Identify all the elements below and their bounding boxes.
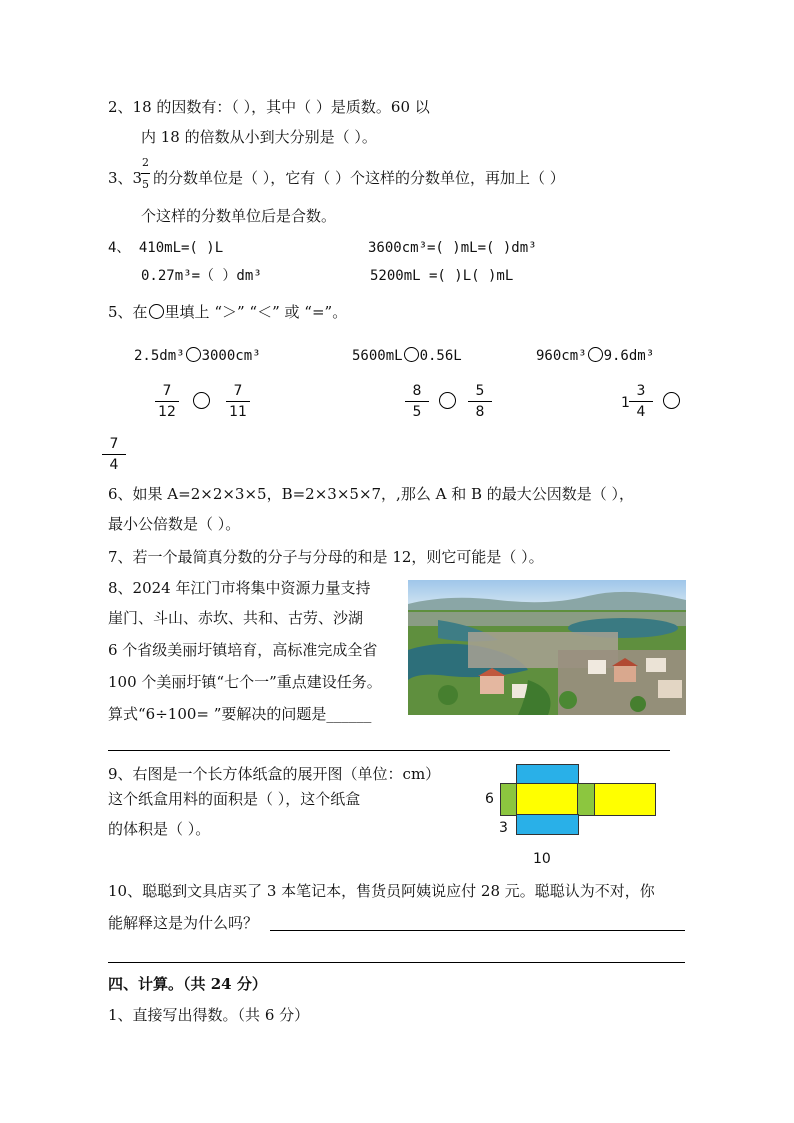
section-4-title: 四、计算。（共 24 分） bbox=[108, 975, 267, 993]
net-back-face bbox=[594, 783, 656, 816]
circle-icon bbox=[149, 304, 164, 319]
answer-line[interactable] bbox=[270, 930, 685, 931]
q8-line-1: 8、2024 年江门市将集中资源力量支持 bbox=[108, 579, 371, 597]
q9-line3: 的体积是（ ）。 bbox=[108, 820, 211, 838]
q5-r1-item3: 960cm³ 9.6dm³ bbox=[536, 348, 655, 364]
frac-7-12: $\frac{7}{12}$ bbox=[155, 383, 179, 420]
dim-label-10: 10 bbox=[533, 851, 551, 867]
q3-prefix: 3、3 bbox=[108, 169, 143, 187]
town-aerial-photo bbox=[408, 580, 686, 715]
q6-line2: 最小公倍数是（ ）。 bbox=[108, 515, 241, 533]
q10-line1: 10、聪聪到文具店买了 3 本笔记本，售货员阿姨说应付 28 元。聪聪认为不对，你 bbox=[108, 882, 655, 900]
q7-line1: 7、若一个最简真分数的分子与分母的和是 12，则它可能是（ ）。 bbox=[108, 548, 544, 566]
compare-circle[interactable] bbox=[588, 347, 603, 362]
compare-circle[interactable] bbox=[663, 392, 680, 409]
frac-8-5: $\frac{8}{5}$ bbox=[405, 383, 429, 420]
q8-line-5: 算式“6÷100= ”要解决的问题是______ bbox=[108, 705, 372, 723]
aerial-town-illustration bbox=[408, 580, 686, 715]
answer-line[interactable] bbox=[108, 962, 685, 963]
frac-7-11: $\frac{7}{11}$ bbox=[226, 383, 250, 420]
compare-circle[interactable] bbox=[404, 347, 419, 362]
compare-circle[interactable] bbox=[439, 392, 456, 409]
dim-label-3: 3 bbox=[499, 820, 508, 836]
q8-line-2: 崖门、斗山、赤坎、共和、古劳、沙湖 bbox=[108, 609, 364, 627]
q4-a: 4、 410mL=( )L bbox=[108, 240, 224, 256]
q6-line1: 6、如果 A=2×2×3×5，B=2×3×5×7，,那么 A 和 B 的最大公因数是（ ）， bbox=[108, 485, 635, 503]
q8-line-4: 100 个美丽圩镇“七个一”重点建设任务。 bbox=[108, 673, 382, 691]
section-4-item1: 1、直接写出得数。（共 6 分） bbox=[108, 1006, 310, 1024]
q8-line-3: 6 个省级美丽圩镇培育，高标准完成全省 bbox=[108, 641, 378, 659]
net-bottom-face bbox=[516, 814, 579, 835]
q4-b: 3600cm³=( )mL=( )dm³ bbox=[368, 240, 537, 256]
compare-circle[interactable] bbox=[186, 347, 201, 362]
dim-label-6: 6 bbox=[485, 791, 494, 807]
q3-line2: 个这样的分数单位后是合数。 bbox=[141, 207, 337, 225]
frac-7-4: $\frac{7}{4}$ bbox=[102, 436, 126, 473]
q5-r1-item2: 5600mL 0.56L bbox=[352, 348, 462, 364]
frac-5-8: $\frac{5}{8}$ bbox=[468, 383, 492, 420]
net-front-face bbox=[516, 783, 579, 816]
net-top-face bbox=[516, 764, 579, 784]
q3-frac-den: 5 bbox=[142, 178, 149, 191]
q3-line1-rest: 的分数单位是（ ），它有（ ）个这样的分数单位，再加上（ ） bbox=[153, 169, 565, 187]
q5-intro: 5、在 里填上 “＞” “＜” 或 “=”。 bbox=[108, 303, 348, 321]
frac-3-4: $\frac{3}{4}$ bbox=[629, 383, 653, 420]
q9-line1: 9、右图是一个长方体纸盒的展开图（单位：cm） bbox=[108, 765, 441, 783]
q5-r1-item1: 2.5dm³ 3000cm³ bbox=[134, 348, 261, 364]
q3-frac-num: 2 bbox=[142, 156, 149, 169]
q4-c: 0.27m³=（ ）dm³ bbox=[141, 268, 262, 284]
compare-circle[interactable] bbox=[193, 392, 210, 409]
q10-line2: 能解释这是为什么吗？ bbox=[108, 914, 259, 932]
q2-line2: 内 18 的倍数从小到大分别是（ ）。 bbox=[141, 128, 377, 146]
q2-line1: 2、18 的因数有：（ ），其中（ ）是质数。60 以 bbox=[108, 98, 430, 116]
q9-line2: 这个纸盒用料的面积是（ ），这个纸盒 bbox=[108, 790, 361, 808]
q4-d: 5200mL =( )L( )mL bbox=[370, 268, 514, 284]
mixed-whole: 1 bbox=[621, 395, 630, 411]
